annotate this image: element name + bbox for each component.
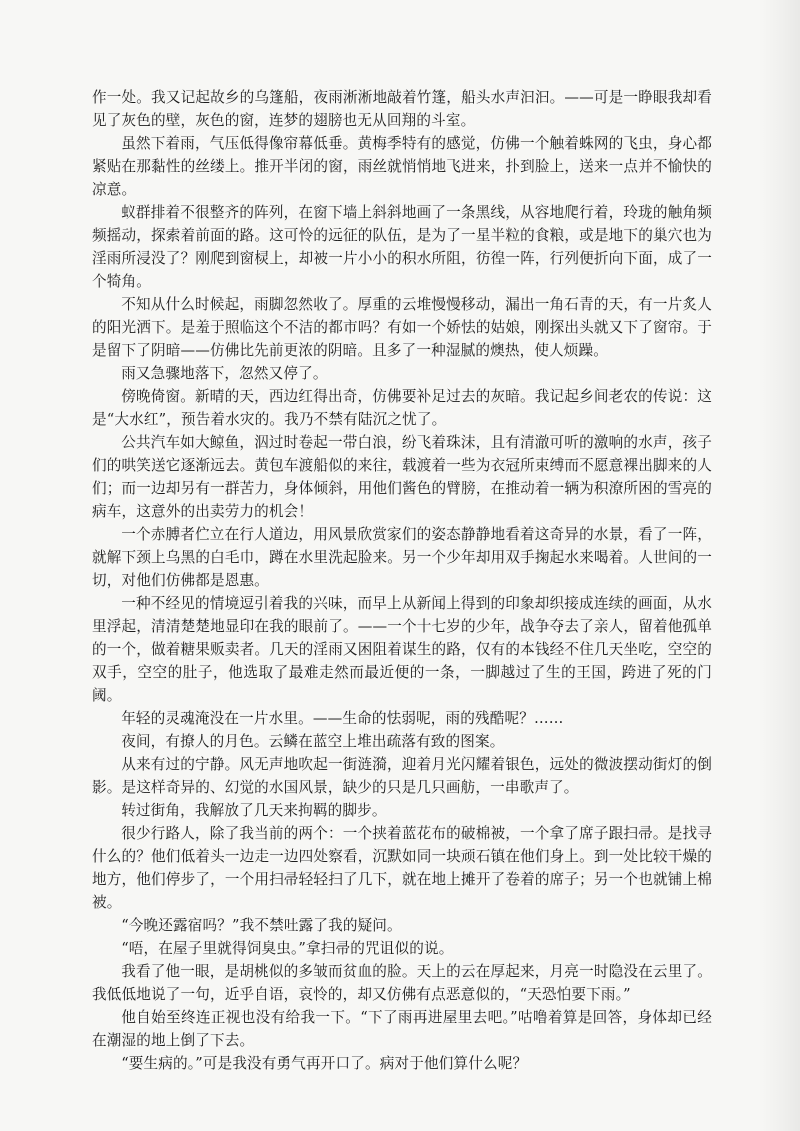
paragraph: 年轻的灵魂淹没在一片水里。——生命的怯弱呢，雨的残酷呢？…… <box>121 710 564 727</box>
paragraph: 蚁群排着不很整齐的阵列，在窗下墙上斜斜地画了一条黑线，从容地爬行着，玲珑的触角频频摇动，探索着前面的路。这可怜的远征的队伍，是为了一星半粒的食粮，或是地下的巢穴也为淫雨所浸没了？刚爬到窗棂上，却被一片小小的积水所阻，彷徨一阵，行列便折向下面，成了一个犄角。 <box>92 204 712 290</box>
paragraph: 公共汽车如大鲸鱼，泅过时卷起一带白浪，纷飞着珠沫，且有清澈可听的激响的水声，孩子们的哄笑送它逐渐远去。黄包车渡船似的来往，载渡着一些为衣冠所束缚而不愿意裸出脚来的人们；而一边却另有一群苦力，身体倾斜，用他们酱色的臂膀，在推动着一辆为积潦所困的雪亮的病车，这意外的出卖劳力的机会！ <box>92 434 712 520</box>
paragraph: 虽然下着雨，气压低得像帘幕低垂。黄梅季特有的感觉，仿佛一个触着蛛网的飞虫，身心都紧贴在那黏性的丝缕上。推开半闭的窗，雨丝就悄悄地飞进来，扑到脸上，送来一点并不愉快的凉意。 <box>92 135 712 198</box>
document-page <box>92 86 712 1075</box>
paragraph: 一个赤膊者伫立在行人道边，用风景欣赏家们的姿态静静地看着这奇异的水景，看了一阵，就解下颈上乌黑的白毛巾，蹲在水里洗起脸来。另一个少年却用双手掬起水来喝着。人世间的一切，对他们仿佛都是恩惠。 <box>92 526 712 589</box>
paragraph: 一种不经见的情境逗引着我的兴味，而早上从新闻上得到的印象却织接成连续的画面，从水里浮起，清清楚楚地显印在我的眼前了。——一个十七岁的少年，战争夺去了亲人，留着他孤单的一个，做着糖果贩卖者。几天的淫雨又困阻着谋生的路，仅有的本钱经不住几天坐吃，空空的双手，空空的肚子，他选取了最难走然而最近便的一条，一脚越过了生的王国，跨进了死的门阈。 <box>92 595 712 704</box>
paragraph: 我看了他一眼，是胡桃似的多皱而贫血的脸。天上的云在厚起来，月亮一时隐没在云里了。我低低地说了一句，近乎自语，哀怜的，却又仿佛有点恶意似的，“天恐怕要下雨。” <box>92 963 712 1003</box>
paragraph: 夜间，有撩人的月色。云鳞在蓝空上堆出疏落有致的图案。 <box>121 733 505 750</box>
paragraph: 他自始至终连正视也没有给我一下。“下了雨再进屋里去吧。”咕噜着算是回答，身体却已经在潮湿的地上倒了下去。 <box>92 1009 712 1049</box>
paragraph: 不知从什么时候起，雨脚忽然收了。厚重的云堆慢慢移动，漏出一角石青的天，有一片炙人的阳光洒下。是羞于照临这个不洁的都市吗？有如一个娇怯的姑娘，刚探出头就又下了窗帘。于是留下了阴暗——仿佛比先前更浓的阴暗。且多了一种湿腻的燠热，使人烦躁。 <box>92 296 712 359</box>
paragraph: 傍晚倚窗。新晴的天，西边红得出奇，仿佛要补足过去的灰暗。我记起乡间老农的传说：这是“大水红”，预告着水灾的。我乃不禁有陆沉之忧了。 <box>92 388 712 428</box>
scan-edge-shadow <box>758 0 800 1131</box>
paragraph: 雨又急骤地落下，忽然又停了。 <box>121 365 328 382</box>
paragraph: 作一处。我又记起故乡的乌篷船，夜雨淅淅地敲着竹篷，船头水声汩汩。——可是一睁眼我却看见了灰色的壁，灰色的窗，连梦的翅膀也无从回翔的斗室。 <box>92 89 712 129</box>
paragraph: 转过街角，我解放了几天来拘羁的脚步。 <box>121 802 387 819</box>
paragraph: 从来有过的宁静。风无声地吹起一街涟漪，迎着月光闪耀着银色，远处的微波摆动街灯的倒影。是这样奇异的、幻觉的水国风景，缺少的只是几只画舫，一串歌声了。 <box>92 756 712 796</box>
paragraph: “今晚还露宿吗？”我不禁吐露了我的疑问。 <box>121 917 402 934</box>
paragraph: “要生病的。”可是我没有勇气再开口了。病对于他们算什么呢？ <box>121 1055 528 1072</box>
paragraph: 很少行路人，除了我当前的两个：一个挟着蓝花布的破棉被，一个拿了席子跟扫帚。是找寻什么的？他们低着头一边走一边四处察看，沉默如同一块顽石镇在他们身上。到一处比较干燥的地方，他们停步了，一个用扫帚轻轻扫了几下，就在地上摊开了卷着的席子；另一个也就铺上棉被。 <box>92 825 712 911</box>
paragraph: “唔，在屋子里就得饲臭虫。”拿扫帚的咒诅似的说。 <box>121 940 454 957</box>
